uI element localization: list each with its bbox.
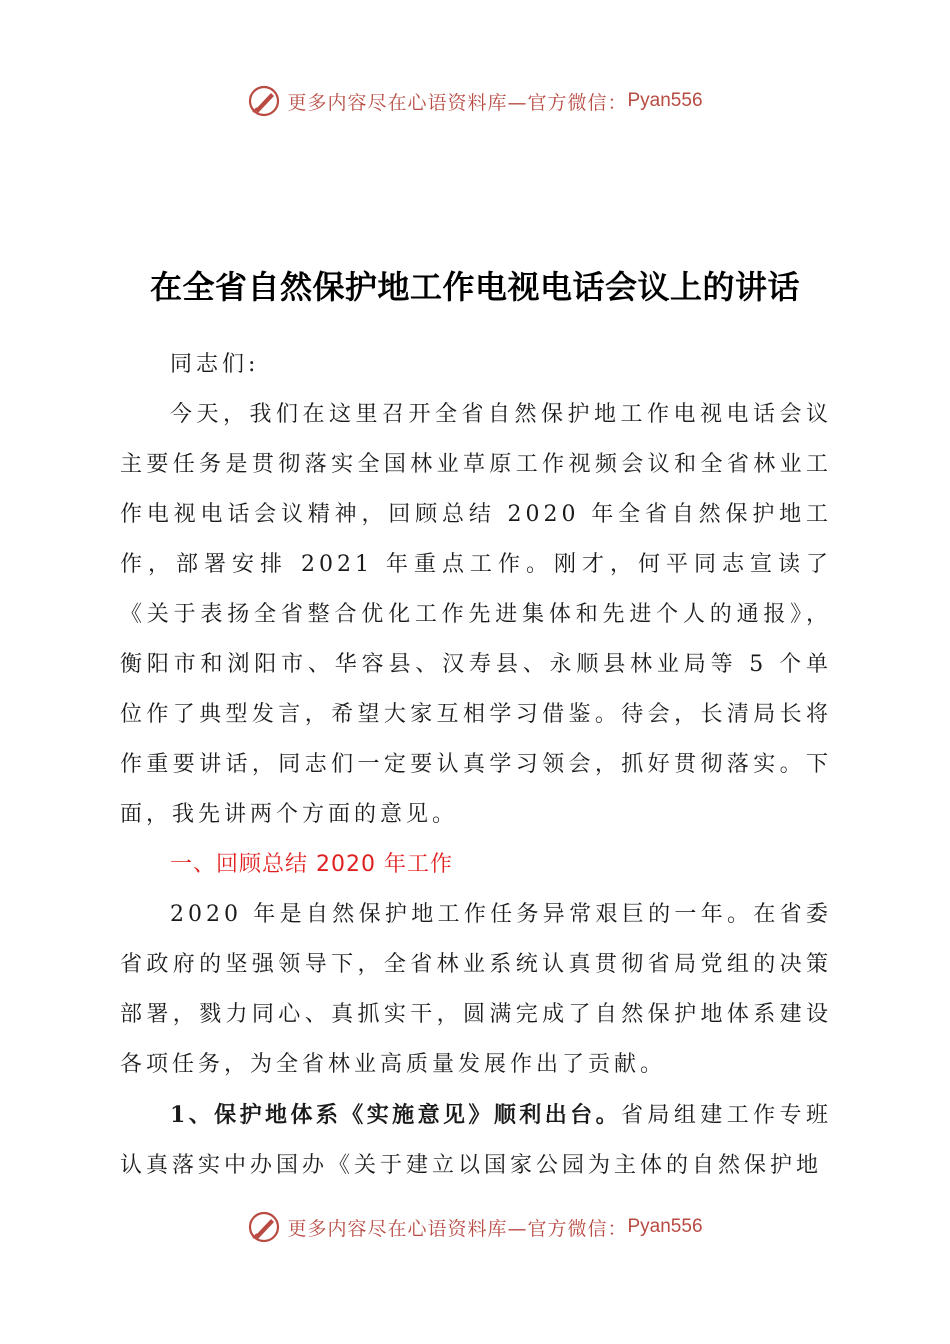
section-heading: 一、回顾总结 2020 年工作 [170, 852, 453, 877]
watermark-footer [0, 1210, 950, 1244]
watermark-text: 更多内容尽在心语资料库—官方微信： [287, 1217, 628, 1240]
paragraph: 2020 年是自然保护地工作任务异常艰巨的一年。在省委省政府的坚强领导下，全省林业系统认真贯彻省局党组的决策部署，戮力同心、真抓实干，圆满完成了自然保护地体系建设各项任务，为全省林业高质量发展作出了贡献。 [120, 902, 832, 1077]
watermark-wechat-id: Pyan556 [627, 90, 703, 111]
item-text: 省局组建工作专班认真落实中办国办《关于建立以国家公园为主体的自然保护地 [120, 1103, 832, 1178]
pen-logo-icon [247, 84, 281, 118]
watermark-text: 更多内容尽在心语资料库—官方微信： [287, 91, 628, 114]
paragraph: 今天，我们在这里召开全省自然保护地工作电视电话会议主要任务是贯彻落实全国林业草原工作视频会议和全省林业工作电视电话会议精神，回顾总结 2020 年全省自然保护地工作，部署安排 2021 年重点工作。刚才，何平同志宣读了《关于表扬全省整合优化工作先进集体和先进个人的通报》，衡阳市和浏阳市、华容县、汉寿县、永顺县林业局等 5 个单位作了典型发言，希望大家互相学习借鉴。待会，长清局长将作重要讲话，同志们一定要认真学习领会，抓好贯彻落实。下面，我先讲两个方面的意见。 [120, 402, 832, 827]
paragraph [120, 1090, 832, 1191]
greeting: 同志们: [170, 352, 260, 377]
pen-logo-icon [247, 1210, 281, 1244]
watermark-wechat-id: Pyan556 [627, 1216, 703, 1237]
document-body [120, 340, 832, 1191]
watermark-header [0, 84, 950, 118]
item-heading: 1、保护地体系《实施意见》顺利出台。 [170, 1102, 621, 1128]
document-title: 在全省自然保护地工作电视电话会议上的讲话 [149, 268, 800, 306]
